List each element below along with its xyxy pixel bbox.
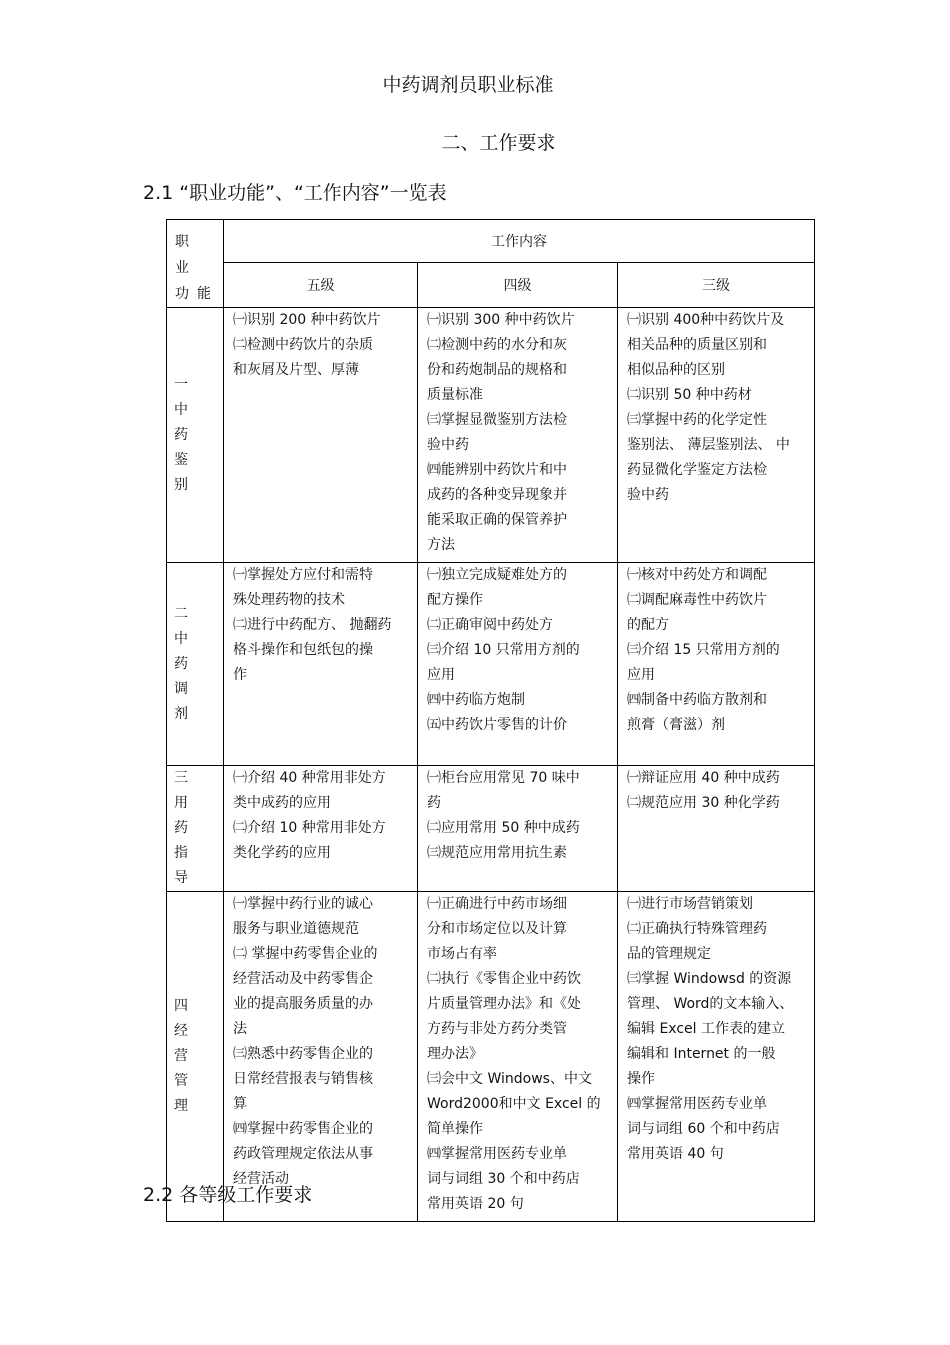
cell-level5 xyxy=(224,563,418,766)
cell-level4 xyxy=(418,892,618,1222)
cell-line: ㈠识别 300 种中药饮片 xyxy=(427,312,575,328)
row-function-label xyxy=(167,563,224,766)
cell-line: 法 xyxy=(233,1021,247,1037)
cell-line: 常用英语 40 句 xyxy=(627,1146,724,1162)
cell-level5 xyxy=(224,308,418,563)
cell-line: 操作 xyxy=(627,1071,655,1087)
cell-line: 算 xyxy=(233,1096,247,1112)
cell-level3 xyxy=(618,892,815,1222)
cell-line: 理办法》 xyxy=(427,1046,483,1062)
cell-level5 xyxy=(224,892,418,1222)
cell-level4 xyxy=(418,308,618,563)
function-text: 四 经 营 管 理 xyxy=(174,998,196,1114)
cell-line: 词与词组 30 个和中药店 xyxy=(427,1171,580,1187)
cell-line: ㈠核对中药处方和调配 xyxy=(627,567,767,583)
cell-line: ㈢掌握中药的化学定性 xyxy=(627,412,767,428)
cell-line: Word2000和中文 Excel 的 xyxy=(427,1096,601,1112)
cell-line: ㈠识别 200 种中药饮片 xyxy=(233,312,381,328)
cell-line: 应用 xyxy=(427,667,455,683)
cell-line: ㈡检测中药的水分和灰 xyxy=(427,337,567,353)
cell-line: 经营活动及中药零售企 xyxy=(233,971,373,987)
cell-level4 xyxy=(418,766,618,892)
cell-line: 片质量管理办法》和《处 xyxy=(427,996,581,1012)
cell-line: 份和药炮制品的规格和 xyxy=(427,362,567,378)
cell-line: 应用 xyxy=(627,667,655,683)
cell-line: 药显微化学鉴定方法检 xyxy=(627,462,767,478)
subsection-heading-2-1: 2.1 “职业功能”、“工作内容”一览表 xyxy=(143,182,447,204)
header-work-content: 工作内容 xyxy=(224,220,815,263)
cell-line: 简单操作 xyxy=(427,1121,483,1137)
cell-level3 xyxy=(618,766,815,892)
cell-line: 成药的各种变异现象并 xyxy=(427,487,567,503)
cell-line: ㈠识别 400种中药饮片及 xyxy=(627,312,785,328)
cell-line: 业的提高服务质量的办 xyxy=(233,996,373,1012)
section-title: 二、工作要求 xyxy=(441,132,556,154)
table-row xyxy=(167,892,815,1222)
header-level-5: 五级 xyxy=(224,262,418,307)
cell-line: ㈠介绍 40 种常用非处方 xyxy=(233,770,386,786)
row-function-label xyxy=(167,308,224,563)
cell-line: 方法 xyxy=(427,537,455,553)
cell-line: 方药与非处方药分类管 xyxy=(427,1021,567,1037)
cell-line: ㈡介绍 10 种常用非处方 xyxy=(233,820,386,836)
cell-line: ㈡识别 50 种中药材 xyxy=(627,387,752,403)
cell-line: 的配方 xyxy=(627,617,669,633)
cell-line: ㈡正确审阅中药处方 xyxy=(427,617,553,633)
table-row xyxy=(167,308,815,563)
cell-line: ㈡进行中药配方、 抛翻药 xyxy=(233,617,392,633)
cell-line: 和灰屑及片型、厚薄 xyxy=(233,362,359,378)
cell-line: ㈠独立完成疑难处方的 xyxy=(427,567,567,583)
cell-line: 常用英语 20 句 xyxy=(427,1196,524,1212)
cell-line: ㈠掌握中药行业的诚心 xyxy=(233,896,373,912)
cell-line: 质量标准 xyxy=(427,387,483,403)
cell-line: 作 xyxy=(233,667,247,683)
cell-line: ㈣中药临方炮制 xyxy=(427,692,525,708)
cell-line: 词与词组 60 个和中药店 xyxy=(627,1121,780,1137)
table-row xyxy=(167,766,815,892)
cell-line: ㈣掌握中药零售企业的 xyxy=(233,1121,373,1137)
row-function-label xyxy=(167,892,224,1222)
cell-line: 相关品种的质量区别和 xyxy=(627,337,767,353)
cell-line: ㈣掌握常用医药专业单 xyxy=(627,1096,767,1112)
cell-line: 分和市场定位以及计算 xyxy=(427,921,567,937)
table-header-row xyxy=(167,220,815,263)
cell-line: ㈡执行《零售企业中药饮 xyxy=(427,971,581,987)
cell-level4 xyxy=(418,563,618,766)
cell-line: 验中药 xyxy=(427,437,469,453)
cell-line: 配方操作 xyxy=(427,592,483,608)
cell-line: ㈡ 掌握中药零售企业的 xyxy=(233,946,378,962)
cell-line: ㈡正确执行特殊管理药 xyxy=(627,921,767,937)
cell-line: 能采取正确的保管养护 xyxy=(427,512,567,528)
cell-line: 鉴别法、 薄层鉴别法、 中 xyxy=(627,437,790,453)
cell-line: ㈤中药饮片零售的计价 xyxy=(427,717,567,733)
cell-level3 xyxy=(618,308,815,563)
cell-level3 xyxy=(618,563,815,766)
cell-line: ㈢介绍 15 只常用方剂的 xyxy=(627,642,780,658)
cell-line: 验中药 xyxy=(627,487,669,503)
cell-line: 类中成药的应用 xyxy=(233,795,331,811)
cell-line: 经营活动 xyxy=(233,1171,289,1187)
table-row xyxy=(167,563,815,766)
cell-line: ㈢熟悉中药零售企业的 xyxy=(233,1046,373,1062)
cell-line: ㈠柜台应用常见 70 味中 xyxy=(427,770,580,786)
cell-line: ㈢会中文 Windows、中文 xyxy=(427,1071,592,1087)
cell-line: 管理、 Word的文本输入、 xyxy=(627,996,794,1012)
cell-line: ㈠掌握处方应付和需特 xyxy=(233,567,373,583)
table-level-row xyxy=(167,262,815,307)
cell-line: ㈢掌握显微鉴别方法检 xyxy=(427,412,567,428)
header-level-3: 三级 xyxy=(618,262,815,307)
header-level-4: 四级 xyxy=(418,262,618,307)
row-function-label xyxy=(167,766,224,892)
cell-line: ㈡应用常用 50 种中成药 xyxy=(427,820,580,836)
cell-line: ㈣制备中药临方散剂和 xyxy=(627,692,767,708)
cell-line: ㈡调配麻毒性中药饮片 xyxy=(627,592,767,608)
cell-line: 煎膏（膏滋）剂 xyxy=(627,717,725,733)
cell-line: 药政管理规定依法从事 xyxy=(233,1146,373,1162)
cell-line: ㈣能辨别中药饮片和中 xyxy=(427,462,567,478)
cell-line: 品的管理规定 xyxy=(627,946,711,962)
cell-line: 日常经营报表与销售核 xyxy=(233,1071,373,1087)
cell-line: 药 xyxy=(427,795,441,811)
cell-line: 服务与职业道德规范 xyxy=(233,921,359,937)
cell-line: ㈡规范应用 30 种化学药 xyxy=(627,795,780,811)
cell-line: ㈠进行市场营销策划 xyxy=(627,896,753,912)
cell-line: ㈠正确进行中药市场细 xyxy=(427,896,567,912)
cell-line: 编辑和 Internet 的一般 xyxy=(627,1046,776,1062)
cell-line: 类化学药的应用 xyxy=(233,845,331,861)
cell-line: ㈠辩证应用 40 种中成药 xyxy=(627,770,780,786)
cell-line: ㈢掌握 Windowsd 的资源 xyxy=(627,971,792,987)
cell-line: 相似品种的区别 xyxy=(627,362,725,378)
subsection-heading-2-2: 2.2 各等级工作要求 xyxy=(143,1184,313,1206)
document-title: 中药调剂员职业标准 xyxy=(382,74,554,96)
cell-line: 格斗操作和包纸包的操 xyxy=(233,642,373,658)
function-text: 三 用 药 指 导 xyxy=(174,770,196,886)
cell-line: 殊处理药物的技术 xyxy=(233,592,345,608)
cell-line: ㈢规范应用常用抗生素 xyxy=(427,845,567,861)
function-text: 一 中 药 鉴 别 xyxy=(174,376,196,493)
function-text: 二 中 药 调 剂 xyxy=(174,605,196,722)
work-content-table xyxy=(166,219,815,1222)
cell-line: ㈡检测中药饮片的杂质 xyxy=(233,337,373,353)
cell-line: ㈣掌握常用医药专业单 xyxy=(427,1146,567,1162)
cell-level5 xyxy=(224,766,418,892)
cell-line: ㈢介绍 10 只常用方剂的 xyxy=(427,642,580,658)
header-function: 职 业 功能 xyxy=(167,220,224,308)
cell-line: 编辑 Excel 工作表的建立 xyxy=(627,1021,785,1037)
cell-line: 市场占有率 xyxy=(427,946,497,962)
